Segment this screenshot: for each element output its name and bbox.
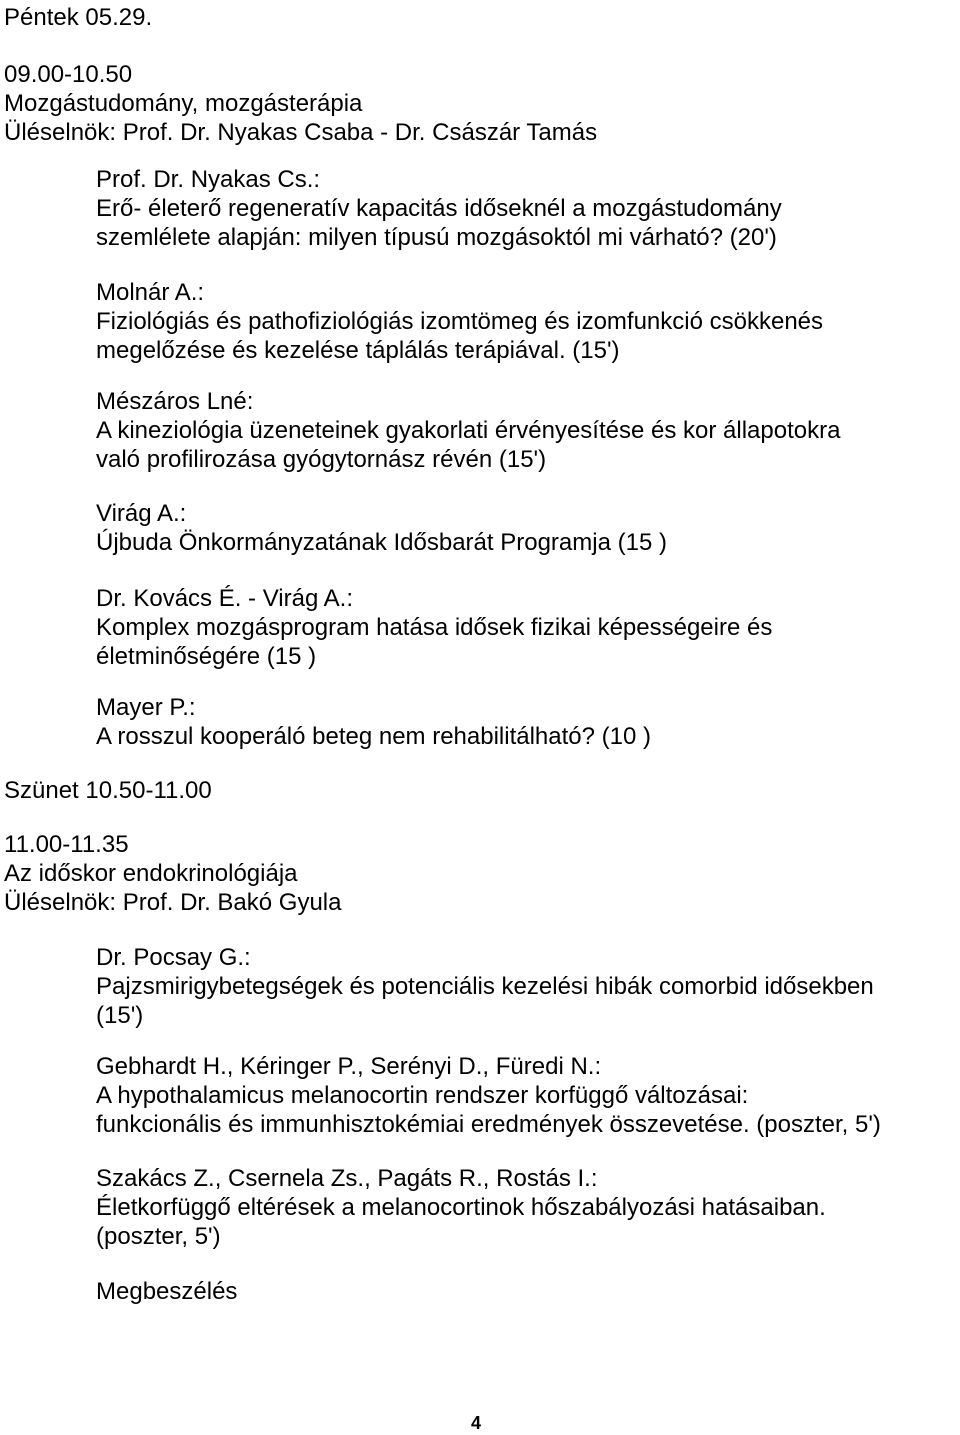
- closing-discussion: Megbeszélés: [96, 1278, 238, 1305]
- talk-authors: Molnár A.:: [96, 279, 205, 306]
- talk-entry: [96, 1052, 881, 1139]
- talk-authors: Dr. Pocsay G.:: [96, 944, 251, 971]
- talk-title-line: (15'): [96, 1002, 144, 1029]
- talk-entry: [96, 165, 782, 252]
- talk-entry: [96, 584, 772, 671]
- talk-title-line: életminőségére (15 ): [96, 643, 317, 670]
- talk-entry: [96, 499, 667, 557]
- session-2-title: Az időskor endokrinológiája: [4, 860, 298, 887]
- page-number: 4: [471, 1413, 482, 1433]
- talk-authors: Szakács Z., Csernela Zs., Pagáts R., Rostás I.:: [96, 1165, 598, 1192]
- talk-title-line: Komplex mozgásprogram hatása idősek fizikai képességeire és: [96, 614, 773, 641]
- talk-entry: [96, 693, 651, 751]
- session-2-time: 11.00-11.35: [4, 831, 129, 858]
- talk-title-line: Életkorfüggő eltérések a melanocortinok hőszabályozási hatásaiban.: [96, 1194, 826, 1221]
- talk-title-line: funkcionális és immunhisztokémiai eredmények összevetése. (poszter, 5'): [96, 1111, 881, 1138]
- talk-authors: Mészáros Lné:: [96, 388, 254, 415]
- talk-title-line: megelőzése és kezelése táplálás terápiával. (15'): [96, 337, 620, 364]
- session-2-header: [4, 830, 954, 917]
- talk-authors: Virág A.:: [96, 500, 187, 527]
- session-2-chairs: Üléselnök: Prof. Dr. Bakó Gyula: [4, 889, 342, 916]
- talk-authors: Gebhardt H., Kéringer P., Serényi D., Füredi N.:: [96, 1053, 602, 1080]
- talk-entry: [96, 943, 874, 1030]
- session-1-header: [4, 60, 954, 147]
- talk-title-line: való profilirozása gyógytornász révén (15'): [96, 446, 547, 473]
- talk-title-line: A hypothalamicus melanocortin rendszer korfüggő változásai:: [96, 1082, 749, 1109]
- session-1-time: 09.00-10.50: [4, 61, 133, 88]
- talk-title-line: Erő- életerő regeneratív kapacitás időseknél a mozgástudomány: [96, 195, 782, 222]
- talk-authors: Prof. Dr. Nyakas Cs.:: [96, 166, 321, 193]
- talk-title-line: szemlélete alapján: milyen típusú mozgásoktól mi várható? (20'): [96, 224, 777, 251]
- talk-title-line: A kineziológia üzeneteinek gyakorlati érvényesítése és kor állapotokra: [96, 417, 841, 444]
- talk-authors: Dr. Kovács É. - Virág A.:: [96, 585, 353, 612]
- session-1-chairs: Üléselnök: Prof. Dr. Nyakas Csaba - Dr. Császár Tamás: [4, 119, 598, 146]
- session-1-title: Mozgástudomány, mozgásterápia: [4, 90, 363, 117]
- talk-title-line: Újbuda Önkormányzatának Idősbarát Programja (15 ): [96, 529, 667, 556]
- talk-entry: [96, 387, 840, 474]
- talk-entry: [96, 278, 823, 365]
- talk-title-line: (poszter, 5'): [96, 1223, 221, 1250]
- day-title: Péntek 05.29.: [4, 4, 153, 31]
- talk-title-line: A rosszul kooperáló beteg nem rehabilitálható? (10 ): [96, 723, 651, 750]
- talk-authors: Mayer P.:: [96, 694, 196, 721]
- talk-title-line: Pajzsmirigybetegségek és potenciális kezelési hibák comorbid idősekben: [96, 973, 874, 1000]
- break-line: Szünet 10.50-11.00: [4, 777, 212, 804]
- talk-title-line: Fiziológiás és pathofiziológiás izomtömeg és izomfunkció csökkenés: [96, 308, 824, 335]
- talk-entry: [96, 1164, 826, 1251]
